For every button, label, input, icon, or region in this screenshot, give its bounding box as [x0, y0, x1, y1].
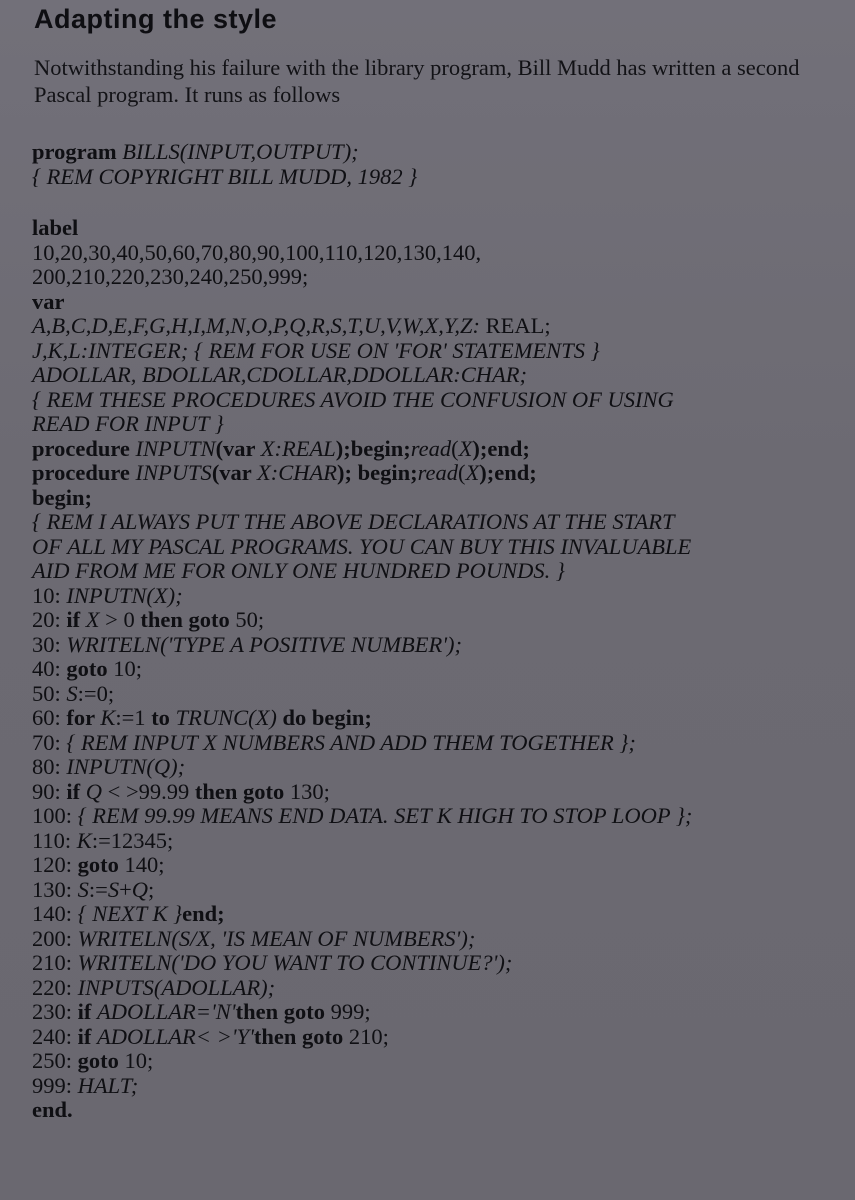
code-line-200 [32, 927, 842, 952]
line-number: 60: [32, 705, 67, 730]
line-number: 80: [32, 754, 67, 779]
code-line-250 [32, 1049, 842, 1074]
statement: HALT; [77, 1072, 139, 1098]
code-line-50 [32, 682, 842, 707]
keyword-var: (var [215, 435, 261, 461]
keyword-program: program [32, 139, 117, 164]
call-trunc: TRUNC(X) [175, 705, 277, 730]
assign: :=1 [115, 705, 152, 730]
code-line-10 [32, 584, 842, 609]
statement: INPUTN(Q); [66, 754, 186, 779]
keyword-end: );end; [472, 435, 530, 461]
code-line-130 [32, 878, 842, 903]
line-number: 10: [32, 582, 67, 608]
target: 10; [107, 656, 143, 681]
statement: WRITELN('TYPE A POSITIVE NUMBER'); [66, 631, 463, 657]
code-line-60 [32, 706, 842, 731]
keyword-var: var [32, 288, 65, 314]
semicolon: ; [148, 876, 155, 902]
call-read: read [417, 460, 459, 485]
condition: ADOLLAR< >'Y' [97, 1023, 254, 1049]
pascal-code-listing [32, 140, 842, 1123]
code-line-210 [32, 951, 842, 976]
target: 999; [324, 999, 371, 1024]
code-line-70 [32, 731, 842, 756]
var-k: K [100, 705, 116, 730]
plus: + [119, 876, 132, 902]
code-line-240 [32, 1025, 842, 1050]
assign: :=12345; [91, 827, 174, 853]
keyword-then-goto: then goto [253, 1023, 344, 1049]
line-number: 140: [32, 901, 78, 926]
target: 50; [229, 607, 265, 632]
keyword-goto: goto [77, 1048, 119, 1073]
line-number: 20: [32, 607, 67, 632]
code-line-rem-1: { REM THESE PROCEDURES AVOID THE CONFUSION OF USING [32, 386, 674, 412]
var-s: S [107, 876, 120, 902]
code-line-999 [32, 1074, 842, 1099]
statement: WRITELN(S/X, 'IS MEAN OF NUMBERS'); [77, 925, 476, 951]
keyword-end-program: end. [32, 1097, 73, 1122]
statement: WRITELN('DO YOU WANT TO CONTINUE?'); [77, 950, 513, 975]
keyword-end: );end; [479, 460, 537, 485]
code-line-procedure-inputn [32, 437, 842, 462]
code-line-labels-2: 200,210,220,230,240,250,999; [32, 264, 309, 289]
condition: < >99.99 [102, 778, 195, 804]
keyword-end: end; [182, 901, 225, 926]
code-line-90 [32, 780, 842, 805]
line-number: 230: [32, 999, 78, 1024]
line-number: 250: [32, 1048, 78, 1073]
code-line-140 [32, 902, 842, 927]
var-type-real: REAL; [485, 313, 551, 338]
keyword-procedure: procedure [32, 435, 136, 461]
line-number: 70: [32, 729, 67, 755]
keyword-if: if [66, 607, 86, 632]
arg: X [465, 460, 480, 485]
line-number: 200: [32, 925, 78, 951]
line-number: 40: [32, 656, 67, 681]
keyword-var: (var [211, 460, 258, 485]
line-number: 999: [32, 1072, 78, 1098]
code-line-var-3: ADOLLAR, BDOLLAR,CDOLLAR,DDOLLAR:CHAR; [32, 362, 528, 387]
code-line-30 [32, 633, 842, 658]
param: X:CHAR [257, 460, 337, 485]
statement: INPUTN(X); [66, 582, 183, 608]
line-number: 30: [32, 631, 67, 657]
comment: { NEXT K } [77, 901, 183, 926]
line-number: 100: [32, 803, 78, 828]
call-read: read [410, 435, 452, 461]
keyword-for: for [66, 705, 101, 730]
target: 140; [118, 852, 165, 877]
param: X:REAL [260, 435, 336, 461]
var-s: S [66, 680, 78, 706]
code-line-program [32, 140, 842, 165]
code-line-110 [32, 829, 842, 854]
paren: ( [451, 435, 459, 461]
var-q: Q [131, 876, 149, 902]
var-list-real: A,B,C,D,E,F,G,H,I,M,N,O,P,Q,R,S,T,U,V,W,X,Y,Z: [32, 313, 486, 338]
line-number: 50: [32, 680, 67, 706]
keyword-then-goto: then goto [194, 778, 285, 804]
line-number: 130: [32, 876, 78, 902]
keyword-begin: ); begin; [337, 460, 418, 485]
code-line-220 [32, 976, 842, 1001]
code-line-80 [32, 755, 842, 780]
condition: ADOLLAR='N' [97, 999, 236, 1024]
keyword-procedure: procedure [32, 460, 136, 485]
intro-paragraph: Notwithstanding his failure with the library program, Bill Mudd has written a second Pascal program. It runs as follows [34, 55, 800, 107]
code-line-100 [32, 804, 842, 829]
keyword-then-goto: then goto [140, 607, 230, 632]
code-line-40 [32, 657, 842, 682]
assign: :=0; [77, 680, 115, 706]
section-heading: Adapting the style [34, 4, 278, 34]
code-line-var-1 [32, 314, 842, 339]
code-line-copyright: { REM COPYRIGHT BILL MUDD, 1982 } [32, 163, 418, 189]
target: 210; [343, 1023, 389, 1049]
code-line-20 [32, 608, 842, 633]
keyword-if: if [77, 1023, 98, 1049]
var-x: X [85, 607, 100, 632]
target: 130; [284, 778, 330, 804]
statement: INPUTS(ADOLLAR); [77, 974, 276, 1000]
code-line-rem-4: OF ALL MY PASCAL PROGRAMS. YOU CAN BUY THIS INVALUABLE [32, 533, 692, 559]
procedure-name: INPUTN [135, 435, 216, 461]
keyword-goto: goto [77, 852, 119, 877]
code-line-labels-1: 10,20,30,40,50,60,70,80,90,100,110,120,130,140, [32, 239, 482, 265]
keyword-if: if [66, 778, 86, 804]
code-line-120 [32, 853, 842, 878]
code-line-rem-3: { REM I ALWAYS PUT THE ABOVE DECLARATIONS AT THE START [32, 509, 675, 534]
line-number: 210: [32, 950, 78, 975]
keyword-then-goto: then goto [235, 999, 325, 1024]
line-number: 220: [32, 974, 78, 1000]
program-name: BILLS(INPUT,OUTPUT); [122, 139, 359, 164]
arg: X [458, 435, 473, 461]
var-q: Q [85, 778, 103, 804]
statement: { REM 99.99 MEANS END DATA. SET K HIGH TO STOP LOOP }; [77, 803, 693, 828]
line-number: 240: [32, 1023, 78, 1049]
procedure-name: INPUTS [135, 460, 212, 485]
code-line-230 [32, 1000, 842, 1025]
keyword-label: label [32, 215, 79, 240]
condition: > 0 [99, 607, 141, 632]
line-number: 110: [32, 827, 77, 853]
keyword-goto: goto [66, 656, 108, 681]
code-line-rem-2: READ FOR INPUT } [32, 411, 224, 436]
line-number: 90: [32, 778, 67, 804]
keyword-do-begin: do begin; [276, 705, 372, 730]
keyword-begin: );begin; [335, 435, 411, 461]
keyword-to: to [151, 705, 176, 730]
code-line-procedure-inputs [32, 461, 842, 486]
target: 10; [118, 1048, 154, 1073]
assign: := [88, 876, 108, 902]
code-line-var-2: J,K,L:INTEGER; { REM FOR USE ON 'FOR' STATEMENTS } [32, 337, 600, 363]
var-k: K [76, 827, 92, 853]
keyword-if: if [77, 999, 98, 1024]
keyword-begin-main: begin; [32, 484, 93, 510]
statement: { REM INPUT X NUMBERS AND ADD THEM TOGETHER }; [66, 729, 636, 755]
code-line-rem-5: AID FROM ME FOR ONLY ONE HUNDRED POUNDS. } [32, 558, 565, 583]
paren: ( [458, 460, 466, 485]
line-number: 120: [32, 852, 78, 877]
var-s: S [77, 876, 89, 902]
